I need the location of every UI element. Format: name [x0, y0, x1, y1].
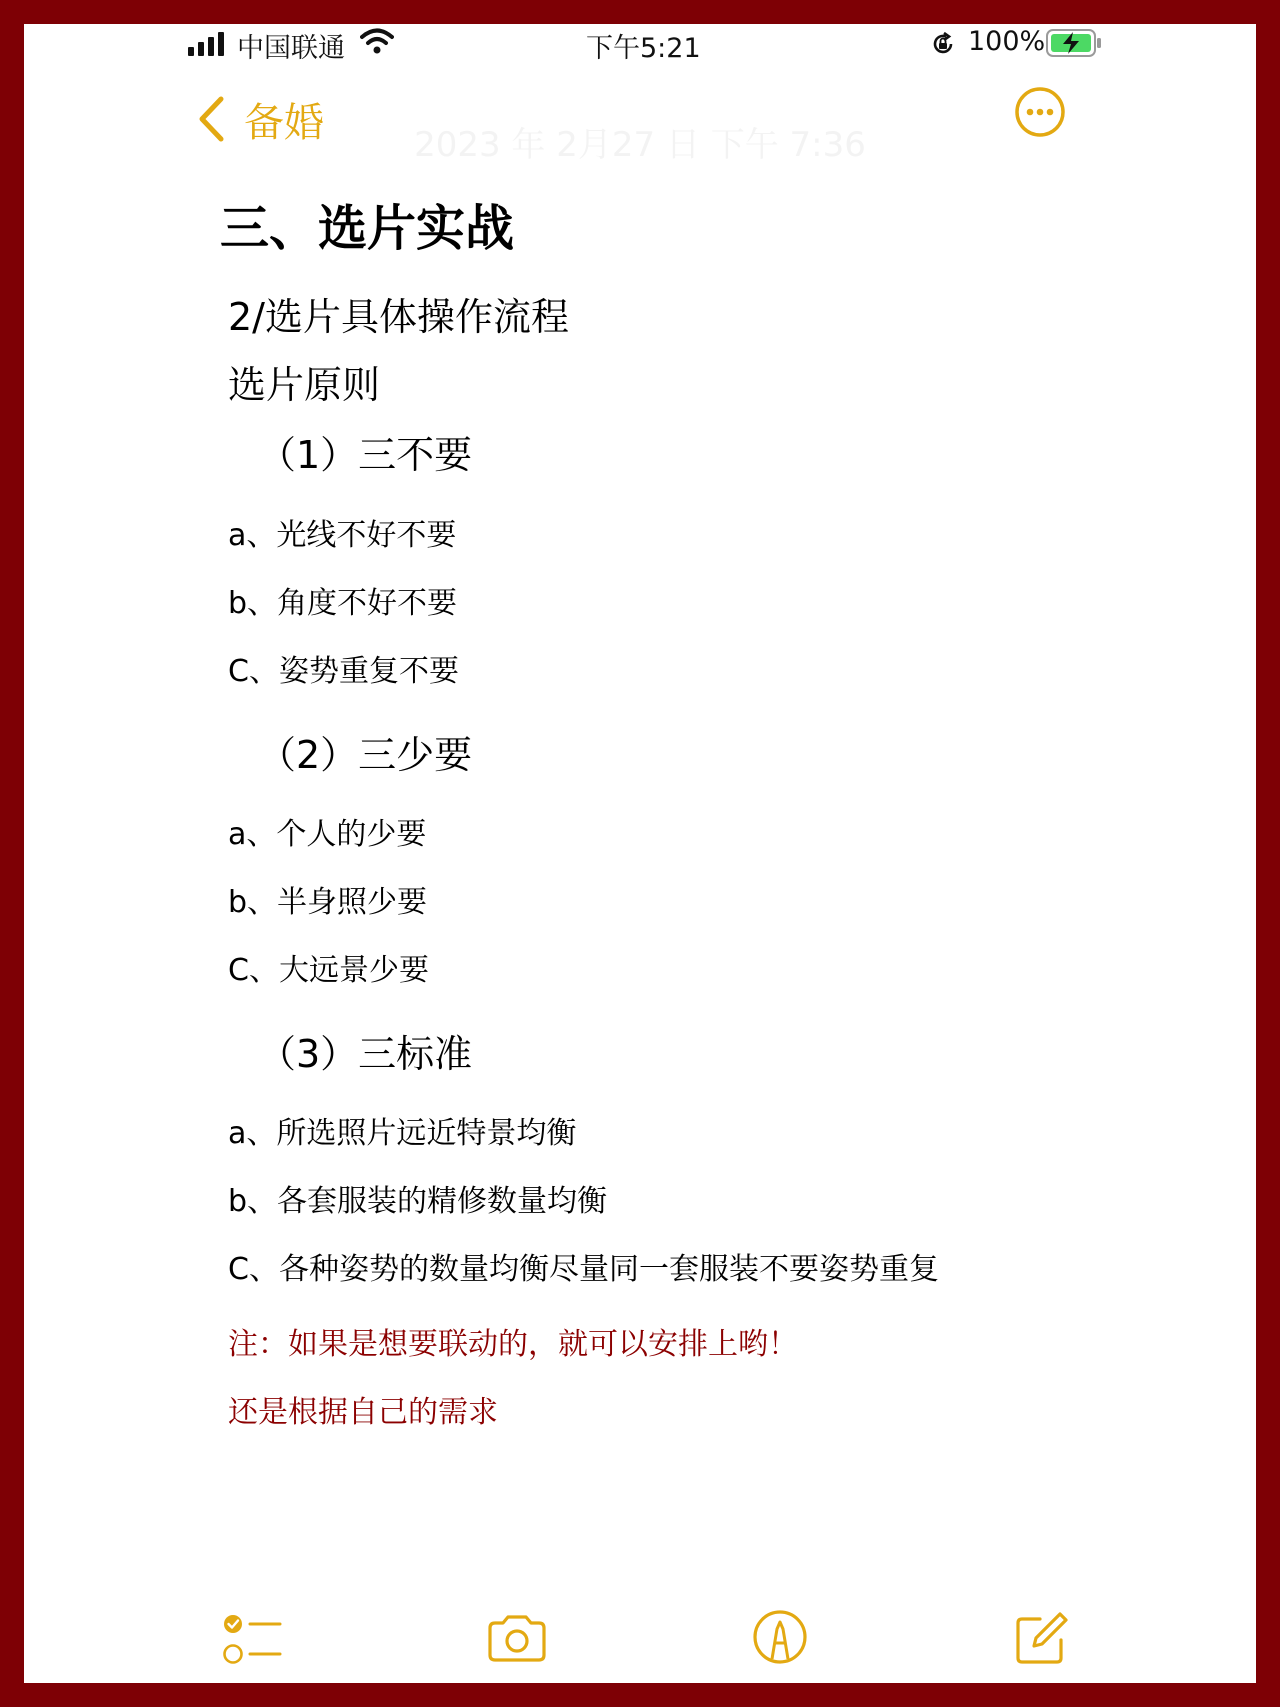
- cellular-signal-icon: [188, 32, 228, 56]
- list-item: C、姿势重复不要: [228, 654, 459, 689]
- markup-pen-icon[interactable]: [752, 1609, 808, 1665]
- note-heading: 2/选片具体操作流程: [228, 295, 569, 339]
- section-heading: （3）三标准: [258, 1032, 473, 1076]
- list-item: C、大远景少要: [228, 953, 429, 988]
- note-date: 2023 年 2月27 日 下午 7:36: [414, 125, 866, 165]
- note-title: 三、选片实战: [220, 200, 515, 257]
- list-item: C、各种姿势的数量均衡尽量同一套服装不要姿势重复: [228, 1252, 939, 1287]
- list-item: b、角度不好不要: [228, 586, 458, 621]
- remark-text: 注：如果是想要联动的，就可以安排上哟！: [228, 1327, 798, 1362]
- list-item: a、个人的少要: [228, 817, 427, 852]
- section-heading: （2）三少要: [258, 733, 473, 777]
- checklist-icon[interactable]: [222, 1612, 284, 1668]
- list-item: a、光线不好不要: [228, 518, 457, 553]
- compose-icon[interactable]: [1014, 1610, 1070, 1666]
- notes-screen: [24, 24, 1256, 1683]
- list-item: b、各套服装的精修数量均衡: [228, 1184, 608, 1219]
- carrier-name: 中国联通: [237, 33, 345, 64]
- status-bar: [24, 24, 1256, 68]
- remark-text: 还是根据自己的需求: [228, 1395, 498, 1430]
- list-item: b、半身照少要: [228, 885, 428, 920]
- battery-percentage: 100%: [968, 26, 1046, 57]
- wifi-icon: [360, 28, 394, 54]
- battery-charging-icon: [1046, 29, 1102, 57]
- list-item: a、所选照片远近特景均衡: [228, 1116, 577, 1151]
- back-label: 备婚: [244, 99, 324, 146]
- camera-icon[interactable]: [486, 1614, 548, 1664]
- principle-heading: 选片原则: [228, 363, 381, 407]
- section-heading: （1）三不要: [258, 433, 473, 477]
- more-options-icon[interactable]: [1014, 86, 1066, 138]
- orientation-lock-icon: [930, 31, 956, 57]
- status-time: 下午5:21: [586, 33, 701, 64]
